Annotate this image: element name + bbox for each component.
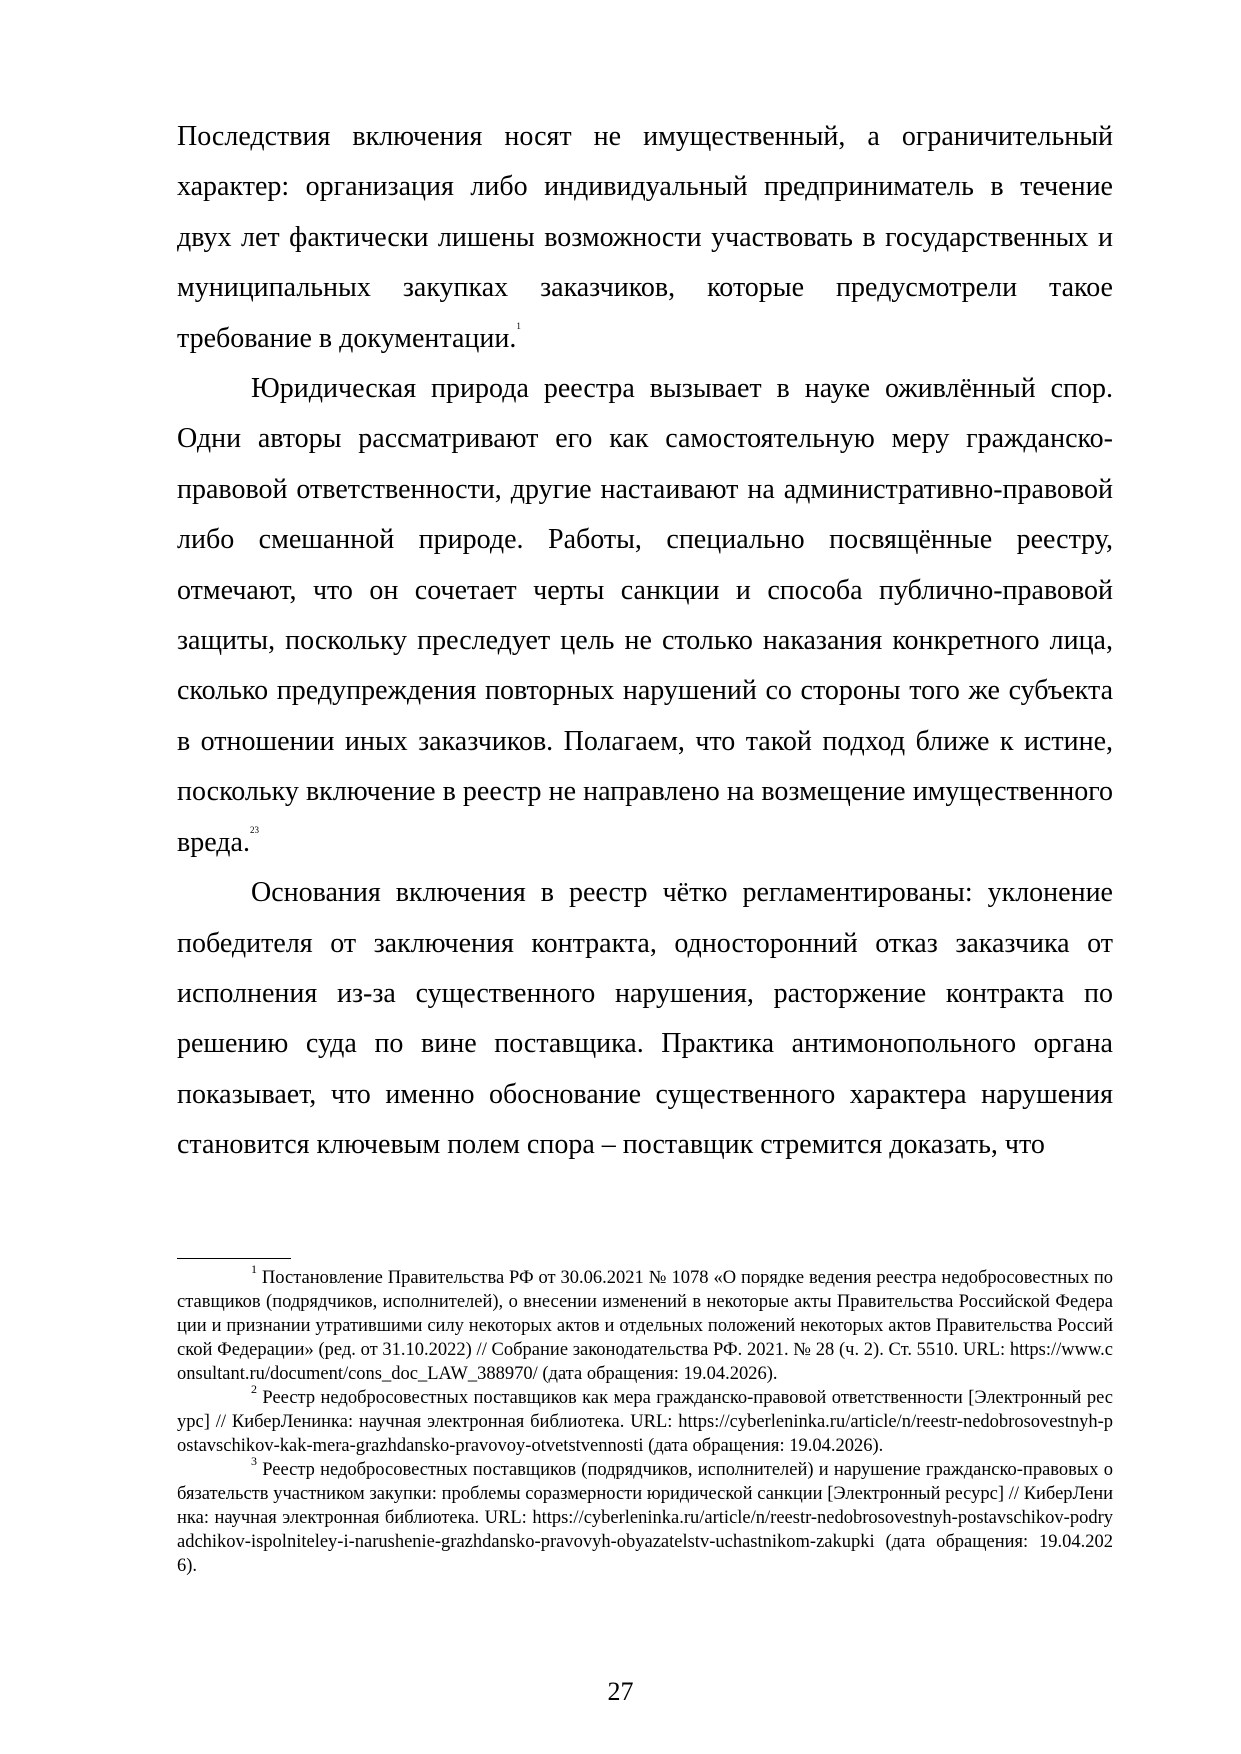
footnote-2 [177, 1382, 1114, 1458]
paragraph-text: Юридическая природа реестра вызывает в науке оживлённый спор. Одни авторы рассматривают его как самостоятельную меру гражданско-правовой ответственности, другие настаивают на административно-правовой либо смешанной природе. Работы, специально посвящённые реестру, отмечают, что он сочетает черты санкции и способа публично-правовой защиты, поскольку преследует цель не столько наказания конкретного лица, сколько предупреждения повторных нарушений со стороны того же субъекта в отношении иных заказчиков. Полагаем, что такой подход ближе к истине, поскольку включение в реестр не направлено на возмещение имущественного вреда. [177, 373, 1113, 858]
footnote-separator [177, 1258, 291, 1259]
paragraph-text: Последствия включения носят не имущественный, а ограничительный характер: организация либо индивидуальный предприниматель в течение двух лет фактически лишены возможности участвовать в государственных и муниципальных закупках заказчиков, которые предусмотрели такое требование в документации. [177, 121, 1113, 354]
footnote-text: Постановление Правительства РФ от 30.06.2021 № 1078 «О порядке ведения реестра недобросовестных поставщиков (подрядчиков, исполнителей), о внесении изменений в некоторые акты Правительства Российской Федерации и признании утратившими силу некоторых актов и отдельных положений некоторых актов Правительства Российской Федерации» (ред. от 31.10.2022) // Собрание законодательства РФ. 2021. № 28 (ч. 2). Ст. 5510. URL: https://www.consultant.ru/document/cons_doc_LAW_388970/ (дата обращения: 19.04.2026). [177, 1268, 1114, 1384]
footnote-3 [177, 1454, 1113, 1578]
paragraph-2 [177, 364, 1113, 868]
footnote-number: 2 [251, 1382, 257, 1396]
footnote-text: Реестр недобросовестных поставщиков как мера гражданско-правовой ответственности [Электронный ресурс] // КиберЛенинка: научная электронная библиотека. URL: https://cyberleninka.ru/article/n/reestr-nedobrosovestnyh-postavschikov-kak-mera-grazhdansko-pravovoy-otvetstvennosti (дата обращения: 19.04.2026). [177, 1388, 1114, 1456]
paragraph-1 [177, 112, 1113, 364]
body-text [177, 112, 1113, 1171]
footnote-ref-23[interactable]: 23 [249, 824, 259, 835]
paragraph-3 [177, 868, 1113, 1170]
footnote-text: Реестр недобросовестных поставщиков (подрядчиков, исполнителей) и нарушение гражданско-правовых обязательств участником закупки: проблемы соразмерности юридической санкции [Электронный ресурс] // КиберЛенинка: научная электронная библиотека. URL: https://cyberleninka.ru/article/n/reestr-nedobrosovestnyh-postavschikov-podryadchikov-ispolniteley-i-narushenie-grazhdansko-pravovyh-obyazatelstv-uchastnikom-zakupki (дата обращения: 19.04.2026). [177, 1460, 1113, 1576]
footnotes [177, 1262, 1114, 1578]
footnote-number: 3 [251, 1454, 257, 1468]
paragraph-text: Основания включения в реестр чётко регламентированы: уклонение победителя от заключения контракта, односторонний отказ заказчика от исполнения из-за существенного нарушения, расторжение контракта по решению суда по вине поставщика. Практика антимонопольного органа показывает, что именно обоснование существенного характера нарушения становится ключевым полем спора – поставщик стремится доказать, что [177, 877, 1113, 1161]
footnote-1 [177, 1262, 1114, 1386]
footnote-ref-1[interactable]: 1 [516, 320, 521, 331]
footnote-number: 1 [251, 1262, 257, 1276]
page-number: 27 [607, 1677, 634, 1706]
